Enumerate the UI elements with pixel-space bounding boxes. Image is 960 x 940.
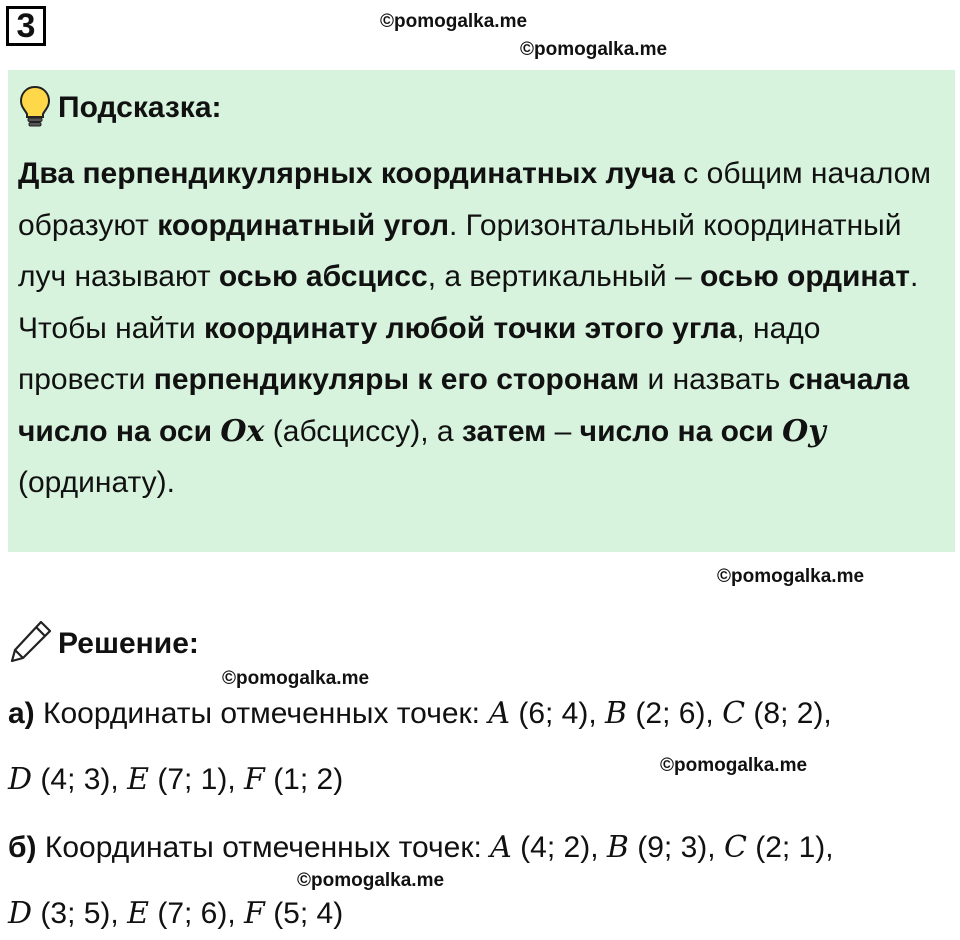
hint-text-run: с общим началом образуют [18, 157, 931, 242]
solution-header [8, 618, 199, 669]
watermark: ©pomogalka.me [520, 39, 668, 60]
hint-text-run: , надо провести [18, 311, 821, 396]
hint-title: Подсказка: [58, 91, 222, 124]
point-label: A [488, 696, 510, 731]
hint-text-run: – [546, 414, 580, 448]
hint-text-run: (ординату). [18, 466, 175, 499]
hint-text-run: Чтобы найти [18, 311, 205, 345]
answer-a-line-1 [8, 696, 832, 731]
point-coords: (9; 3), [628, 831, 724, 864]
point-label: F [244, 762, 265, 797]
answer-b-label: б) [8, 831, 37, 864]
point-label: E [127, 896, 149, 931]
point-label: B [605, 696, 628, 731]
hint-bold: перпендикуляры к его сторонам [153, 363, 640, 396]
hint-bold: осью ординат [700, 260, 910, 293]
hint-bold: Два перпендикулярных координатных луча [18, 157, 675, 190]
answer-b-line-1 [8, 830, 834, 865]
task-number: 3 [6, 6, 46, 46]
answer-a-line-2 [8, 762, 343, 797]
point-label: A [490, 830, 512, 865]
point-coords: (5; 4) [264, 897, 344, 930]
answer-a-text: Координаты отмеченных точек: [34, 697, 489, 730]
point-coords: (6; 4), [510, 697, 606, 730]
watermark: ©pomogalka.me [380, 11, 528, 32]
hint-text-run: (абсциссу), а [264, 414, 462, 448]
hint-bold: затем [461, 414, 547, 448]
point-coords: (7; 6), [149, 897, 245, 930]
watermark: ©pomogalka.me [717, 566, 865, 587]
answer-b-line-2 [8, 896, 343, 931]
hint-box [8, 70, 955, 552]
answer-b-text: Координаты отмеченных точек: [36, 831, 491, 864]
point-coords: (2; 6), [627, 697, 723, 730]
hint-text [18, 148, 945, 509]
point-coords: (8; 2), [745, 697, 832, 730]
point-label: B [606, 830, 629, 865]
pencil-icon [8, 618, 54, 669]
point-coords: (2; 1), [746, 831, 834, 864]
point-label: C [722, 696, 746, 731]
axis-ox: Ox [220, 413, 265, 449]
solution-title: Решение: [58, 626, 199, 660]
point-label: E [127, 762, 149, 797]
point-coords: (3; 5), [32, 897, 128, 930]
hint-bold: число на оси [579, 414, 783, 448]
point-coords: (4; 3), [32, 763, 128, 796]
hint-bold: сначала число на оси [18, 363, 910, 448]
point-label: D [8, 896, 33, 931]
point-label: C [723, 830, 747, 865]
point-coords: (4; 2), [511, 831, 607, 864]
watermark: ©pomogalka.me [222, 668, 370, 689]
point-coords: (7; 1), [149, 763, 245, 796]
point-coords: (1; 2) [264, 763, 344, 796]
hint-text-run: . [909, 260, 919, 293]
lightbulb-icon [18, 84, 52, 133]
watermark: ©pomogalka.me [297, 870, 445, 891]
hint-bold: координату любой точки этого угла [204, 311, 737, 345]
hint-text-run: . Горизонтальный координатный луч называют [18, 208, 902, 293]
point-label: F [244, 896, 265, 931]
hint-header [18, 80, 945, 136]
hint-bold: осью абсцисс [218, 260, 428, 293]
point-label: D [8, 762, 33, 797]
hint-bold: координатный угол [157, 208, 450, 242]
axis-oy: Oy [782, 413, 826, 449]
hint-text-run: , а вертикальный – [427, 260, 701, 293]
watermark: ©pomogalka.me [660, 755, 808, 776]
answer-a-label: а) [8, 697, 35, 730]
hint-text-run: и назвать [639, 363, 789, 396]
